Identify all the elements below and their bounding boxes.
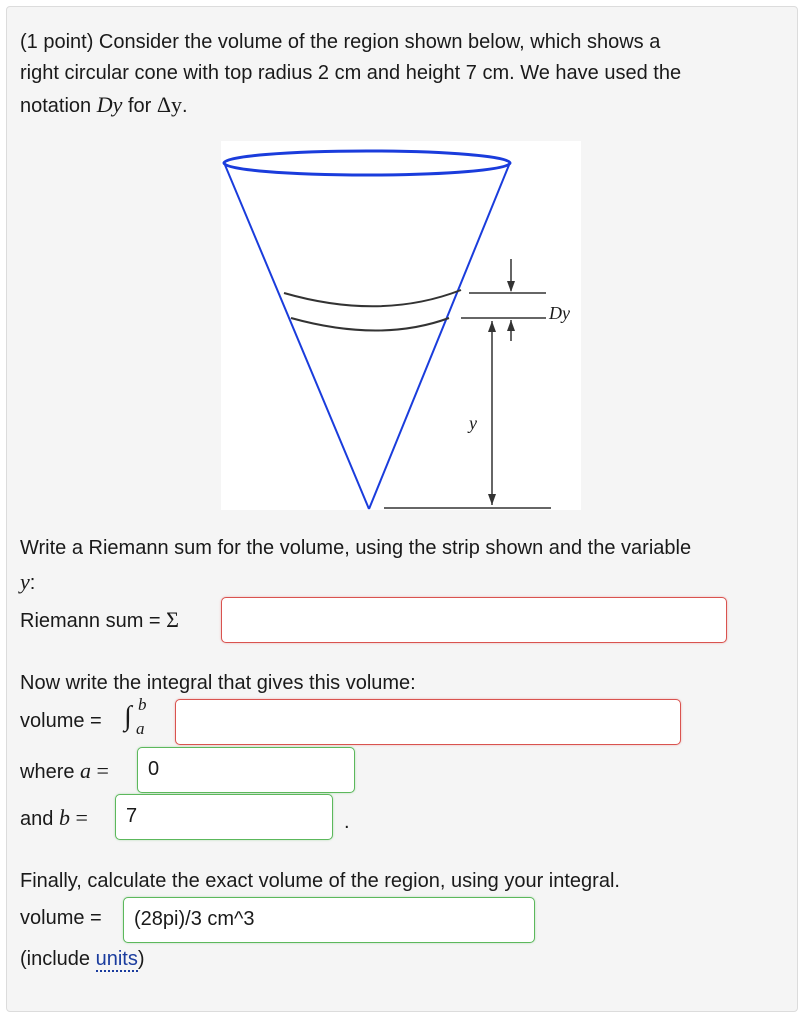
a-limit-input[interactable]: 0 [137,747,355,793]
strip-bottom-edge [291,318,449,331]
intro-line-3: notation Dy for Δy. [20,92,188,117]
integral-symbol [124,697,164,743]
riemann-sum-label: Riemann sum = Σ [20,607,179,632]
dy-top-arrowhead [507,281,515,292]
intro-line-2: right circular cone with top radius 2 cm and height 7 cm. We have used the [20,62,682,84]
delta-y-notation: Δy [156,92,182,117]
cone-figure [221,141,581,510]
strip-top-edge [284,290,461,306]
final-prompt: Finally, calculate the exact volume of the region, using your integral. [20,870,620,892]
y-measure-top-arrowhead [488,321,496,332]
include-units-note: (include units) [20,948,145,970]
integral-lower-bound: a [136,719,145,738]
units-help-link[interactable]: units [95,948,138,970]
y-label: y [469,413,477,433]
cone-right-side [369,165,509,509]
intro-line-1: (1 point) Consider the volume of the region shown below, which shows a [20,31,661,53]
integral-prompt: Now write the integral that gives this volume: [20,672,416,694]
volume-integral-label: volume = [20,710,102,732]
final-volume-input[interactable]: (28pi)/3 cm^3 [123,897,535,943]
riemann-sum-input[interactable] [221,597,727,643]
riemann-variable-line: y: [20,569,36,594]
dy-label: Dy [549,303,570,323]
integral-input[interactable] [175,699,681,745]
problem-statement [20,27,790,122]
y-measure-bottom-arrowhead [488,494,496,505]
b-limit-input[interactable]: 7 [115,794,333,840]
cone-top-rim [224,151,510,175]
dy-bottom-arrowhead [507,320,515,331]
riemann-prompt: Write a Riemann sum for the volume, using the strip shown and the variable [20,537,692,559]
b-limit-label: and b = [20,805,88,830]
cone-diagram [221,141,581,510]
integral-sign: ∫ [124,701,132,732]
variable-y: y [20,569,30,594]
dy-notation: Dy [96,92,123,117]
final-volume-label: volume = [20,907,102,929]
sigma-symbol: Σ [166,607,179,632]
b-limit-period: . [344,811,350,833]
integral-upper-bound: b [138,695,147,714]
a-limit-label: where a = [20,758,109,783]
cone-left-side [225,165,369,509]
